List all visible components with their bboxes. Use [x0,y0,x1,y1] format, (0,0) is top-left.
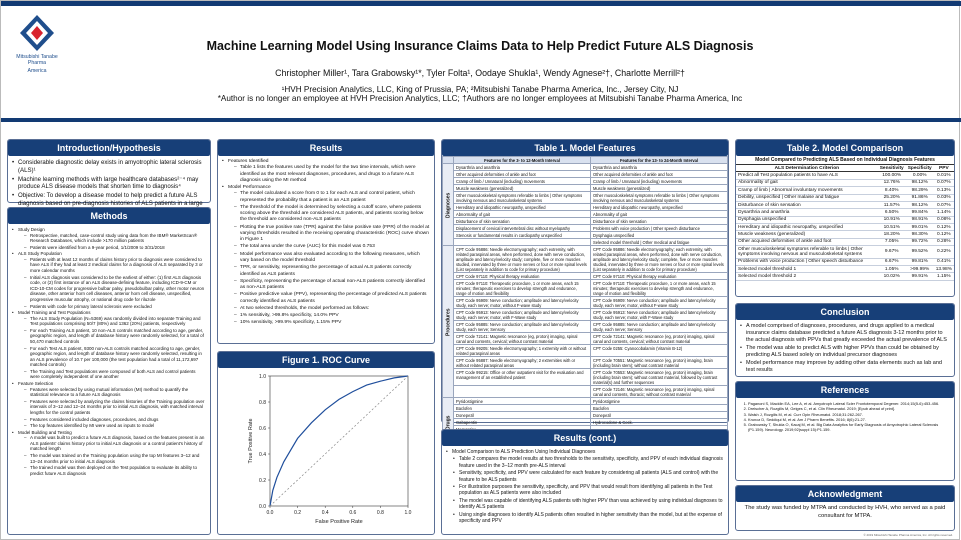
methods-subitem: – The top features identified by MI were used as inputs to model [24,423,206,429]
table1-cell: CPT Code 97110: Therapeutic procedure, 1 or more areas, each 15 minutes; therapeutic exercises to develop strength and endurance, range of motion and flexibility [591,280,728,297]
intro-bullet: • Considerable diagnostic delay exists in amyotrophic lateral sclerosis (ALS)¹ [12,159,206,175]
results-subitem: – 10% sensitivity, >99.9% specificity, 1.15% PPV [234,320,430,326]
affiliations [71,85,889,104]
references-panel [735,381,955,481]
methods-subitem: – For each Training ALS patient, 10 non-ALS controls matched according to age, gender, geographic region, and length of database history were randomly selected, for a total of 50,470 matched controls [24,328,206,345]
table1-cell: CPT Code 99215: Office or other outpatient visit for the evaluation and management of an established patient [454,369,591,386]
table2-cell: 1.15% [934,273,954,280]
y-tick-label: 1.0 [259,373,266,380]
table1-cell: Gabapentin [454,419,591,426]
table2-cell: 6.50% [878,209,906,216]
reference-item: 5. Grabowsky T, Shukla O, Kacaj M, et al. Big Data Analytics for Early Diagnosis of Amyotrophic Lateral Sclerosis (P1.159). Neurology. 2019;92(suppl 15):P1.159. [748,422,950,433]
table1-cell: Abnormality of gait [591,211,728,218]
reference-item: 3. Walsh J, Rozgilis M, et al. Curr Opin Rheumatol. 2018;31:262-267. [748,412,950,417]
table2-cell: 98.12% [906,179,934,186]
table1-cell: CPT Code 99205: Needle electromyography; 1 extremity with or without related paraspinal areas [454,345,591,357]
table1-group-label: Drugs [443,398,454,447]
methods-subitem: – Features were selected by using mutual information (MI) method to quantify the statistical relevance to a future ALS diagnosis [24,387,206,398]
reference-item: 2. Dreischer A, Rozgilis M, Geiges C, et al. Clin Rheumatol. 2019; [Epub ahead of print]. [748,406,950,411]
table1-cell: Cramp of limb / Unnatural (including) movements [591,178,728,185]
table1-cell [454,239,591,246]
x-tick-label: 0.0 [266,510,274,516]
results-subitem: – At two selected thresholds, the model performed as follows: [234,306,430,312]
table2-caption: Model Compared to Predicting ALS Based on Individual Diagnosis Features [736,156,954,165]
roc-heading: Figure 1. ROC Curve [218,352,434,368]
table1-cell: CPT Code 72141: Magnetic resonance (eg, proton) imaging, spinal canal and contents, cervical; without contrast material [591,333,728,345]
x-tick-label: 0.6 [349,510,357,516]
table2-cell: 6.67% [878,258,906,265]
table2-cell: Other musculoskeletal symptoms referable to limbs | Other symptoms involving nervous and musculoskeletal systems [736,246,878,258]
table2-cell: 1.14% [934,209,954,216]
table1-cell: CPT Code 0255: Cyanocobalamin (Vitamin B-12) [591,345,728,357]
methods-panel [7,207,211,535]
results-section: • Model Performance – The model calculated a score from 0 to 1 for each ALS and control patient, which represented the probability that a patient is an ALS patient – The threshold of the model is determined by selecting a cutoff score, where patients scoring above the threshold are considered ALS patients, and patients scoring below the threshold are considered non-ALS patients – Plotting the true positive rate (TPR) against the false positive rate (FPR) of the model at varying thresholds resulted in the receiving operating characteristic (ROC) curve shown in Figure 1 – The total area under the curve (AUC) for this model was 0.753 – Model performance was also evaluated according to the following measures, which vary based on the model threshold – TPR, or sensitivity, representing the percentage of actual ALS patients correctly identified as ALS patients – Specificity, representing the percentage of actual non-ALS patients correctly identified as non-ALS patients – Positive predictive value (PPV), representing the percentage of predicted ALS patients correctly identified as ALS patients – At two selected thresholds, the model performed as follows: – 1% sensitivity, >99.8% specificity, 14.0% PPV – 10% sensitivity, >99.9% specificity, 1.15% PPV [222,185,430,327]
table-row [443,211,728,218]
table1-cell: CPT Code 72141: Magnetic resonance (eg, proton) imaging, spinal canal and contents, cervical; without contrast material [454,333,591,345]
methods-section: • Model Training and Test Populations – The ALS Study Population (N=5369) was randomly divided into separate Training and Test populations comprising 50/7 (80%) and 1362 (20%) patients, respectively – For each Training ALS patient, 10 non-ALS controls matched according to age, gender, geographic region, and length of database history were randomly selected, for a total of 50,470 matched controls – For each Test ALS patient, 9300 non-ALS controls matched according to age, gender, geographic region, and length of database history were randomly selected, resulting in an ALS prevalence of 10.7 per 100,000 (the test population had a total of 11,172,697 matched controls) – The Training and Test populations were composed of both ALS and control patients were completely independent of one another [12,310,206,380]
table2-cell: >99.99% [906,265,934,272]
table-row [443,192,728,204]
table-row [443,232,728,239]
results-subitem: – The total area under the curve (AUC) for this model was 0.753 [234,244,430,250]
table1-cell [454,386,591,398]
table1-cell: Hereditary and idiopathic neuropathy, unspecified [454,204,591,211]
table2-cell: 98.12% [906,201,934,208]
table2-panel [735,139,955,297]
table2-cell: 0.01% [934,172,954,179]
table2-cell: 11.57% [878,201,906,208]
table-row [443,225,728,232]
table-row [443,357,728,369]
methods-subitems [18,387,206,429]
intro-heading: Introduction/Hypothesis [8,140,210,156]
table2-cell: 7.05% [878,238,906,245]
table1-cell: CPT Code 95887: Needle electromyography; 2 extremities with or without related paraspinal areas [454,357,591,369]
methods-subitem: – For each Test ALS patient, 9300 non-ALS controls matched according to age, gender, geographic region, and length of database history were randomly selected, resulting in an ALS prevalence of 10.7 per 100,000 (the test population had a total of 11,172,697 matched controls) [24,346,206,368]
table1-cell: CPT Code 95885: Nerve conduction; amplitude and latency/velocity study, each nerve; Sensory [591,321,728,333]
table-row [736,265,954,272]
conclusion-heading: Conclusion [736,304,954,320]
table-row [443,164,728,171]
table-row [443,412,728,419]
table2-cell: 0.41% [934,258,954,265]
methods-subitem: – The trained model was then deployed on the Test population to evaluate its ability to predict future ALS diagnosis [24,465,206,476]
table1-cell: CPT Code 95909: Nerve conduction; amplitude and latency/velocity study, each nerve; motor, without F-wave study [454,297,591,309]
methods-section: • Model Building and Testing – A model was built to predict a future ALS diagnosis, based on the features present in an ALS patients' claims history prior to initial ALS diagnosis or a control patient's history of matched length – The model was trained on the Training population using the top MI features 3–12 and 13–24 months prior to initial ALS diagnosis – The trained model was then deployed on the Test population to evaluate its ability to predict future ALS diagnosis [12,430,206,477]
x-tick-label: 0.4 [321,510,329,516]
table-row [736,209,954,216]
table2-header: Sensitivity [879,165,904,171]
results-section: • Features Identified – Table 1 lists the features used by the model for the two time intervals, which were identified as the most relevant diagnoses, procedures, and drugs to a future ALS diagnosis using the MI method [222,159,430,184]
conclusion-bullets [736,320,954,378]
methods-subitem: – Patients were identified from a 9-year period, 1/1/2009 to 3/31/2018 [24,245,206,251]
table-row [736,194,954,201]
table2-cell: 0.07% [934,179,954,186]
table2-cell: 99.72% [906,238,934,245]
table-row [736,179,954,186]
table-row [736,224,954,231]
table2-cell: Abnormality of gait [736,179,878,186]
table2-cell: Predict all Test population patients to have ALS [736,172,878,179]
table-row [443,239,728,246]
results-subitem: – 1% sensitivity, >99.8% specificity, 14.0% PPV [234,313,430,319]
table1-cell: Abnormality of gait [454,211,591,218]
table2-cell: 0.12% [934,231,954,238]
model-comparison-table [736,165,954,281]
table1-cell: Stenosis or fundamental results in cardiopathy unspecified [454,232,591,239]
table1-cell: CPT Code 97110: Physical therapy evaluation [454,273,591,280]
x-axis-label: False Positive Rate [315,519,363,525]
logo-mark-icon [18,13,56,53]
table-row [736,187,954,194]
table1-col1-header: Features for the 3- to 12-Month Interval [454,157,591,164]
table-row [443,185,728,192]
results-subitem: – The threshold of the model is determined by selecting a cutoff score, where patients scoring above the threshold are considered ALS patients, and patients scoring below the threshold are considered non-ALS patients [234,205,430,224]
results-subitem: – Positive predictive value (PPV), representing the percentage of predicted ALS patients correctly identified as ALS patients [234,292,430,305]
table2-cell: 99.91% [906,273,934,280]
references-list [736,398,954,436]
table1-cell: CPT Code 95913: Nerve conduction; amplitude and latency/velocity study, each nerve; motor, with F-Wave study [591,309,728,321]
table1-cell: CPT Code 72146: Magnetic resonance (eg, proton) imaging, spinal canal and contents, thoracic; without contrast material [591,386,728,398]
results-cont-item: • Using single diagnoses to identify ALS patients often resulted in higher sensitivity than the model, but at the expense of specificity and PPV [453,512,724,525]
table1-cell: Other musculoskeletal symptoms referable to limbs | Other symptoms involving nervous and musculoskeletal systems [454,192,591,204]
results-cont-item: • For illustration purposes the sensitivity, specificity, and PPV that would result from identifying all patients in the Test population as ALS patients were also included [453,484,724,497]
ack-panel [735,485,955,531]
results-cont-bullets [442,446,728,528]
table1-cell: CPT Code 70553: Magnetic resonance (eg, proton) imaging, brain (including brain stem); without contrast material, followed by contrast material(s) and further sequences [591,369,728,386]
table1-cell: CPT Code 95913: Nerve conduction; amplitude and latency/velocity study, each nerve; motor, with F-Wave study [454,309,591,321]
y-tick-label: 0.2 [259,477,266,484]
logo-text-1: Mitsubishi Tanabe Pharma [16,54,58,66]
methods-subitem: – The ALS Study Population (N=5369) was randomly divided into separate Training and Test populations comprising 50/7 (80%) and 1362 (20%) patients, respectively [24,316,206,327]
table2-cell: 12.76% [878,179,906,186]
table2-cell: 0.28% [934,238,954,245]
y-tick-label: 0.8 [259,399,266,406]
table1-cell: Dysarthria and anarthria [591,164,728,171]
table1-cell: Disturbance of skin sensation [591,218,728,225]
table1-cell: Muscle weakness (generalized) [591,185,728,192]
table-row [443,273,728,280]
results-cont-heading: Results (cont.) [442,430,728,446]
table2-cell: Dysarthria and anarthria [736,209,878,216]
intro-panel [7,139,211,207]
table2-cell: 99.01% [906,224,934,231]
table2-cell: 9.67% [878,246,906,258]
author-footnote: *Author is no longer an employee at HVH Precision Analytics, LLC; †Authors are no longer employees at Mitsubishi Tanabe Pharma America, Inc [217,94,743,104]
ack-text: The study was funded by MTPA and conducted by HVH, who served as a paid consultant for MTPA. [744,505,946,519]
results-subitem: – Specificity, representing the percentage of actual non-ALS patients correctly identified as non-ALS patients [234,279,430,292]
results-subitem: – TPR, or sensitivity, representing the percentage of actual ALS patients correctly identified as ALS patients [234,265,430,278]
model-features-table [442,156,728,447]
table-row [443,297,728,309]
table2-cell: 99.52% [906,246,934,258]
table2-cell: Dysphagia unspecified [736,216,878,223]
table1-cell: Baclofen [454,405,591,412]
table1-cell: Displacement of cervical intervertebral disc without myelopathy [454,225,591,232]
table1-cell: CPT Code 95886: Needle electromyography; each extremity, with related paraspinal areas, when performed, done with nerve conduction, amplitude and latency/velocity study; complete, five or more muscles studied, innervated by three or more nerves or four or more spinal levels (List separately in addition to code for primary procedure) [454,246,591,273]
table2-cell: 1.05% [878,265,906,272]
table-row [443,246,728,273]
table1-cell: Problems with voice production | Other speech disturbance [591,225,728,232]
results-cont-item: • Model Comparison to ALS Prediction Using Individual Diagnoses [446,449,724,455]
x-tick-label: 0.8 [376,510,384,516]
table-row [443,345,728,357]
methods-subitem: – Patients with code for primary lateral sclerosis were excluded [24,304,206,310]
table2-cell: 8.40% [878,187,906,194]
table2-cell: 13.98% [935,266,952,272]
table1-cell: CPT Code 95909: Nerve conduction; amplitude and latency/velocity study, each nerve; motor, without F-wave study [591,297,728,309]
table-row [736,216,954,223]
x-tick-label: 0.2 [294,510,302,516]
references-heading: References [736,382,954,398]
table-row [736,258,954,265]
methods-subitems [18,435,206,476]
results-subitems [228,165,430,184]
table1-group-label: Procedures [443,246,454,398]
table2-cell: 10.91% [878,216,906,223]
table2-header: Specificity [907,165,932,171]
table2-cell: 0.08% [934,216,954,223]
table2-cell: 0.12% [934,224,954,231]
table1-cell: Disturbance of skin sensation [454,218,591,225]
reference-item: 4. Krunoz D, Seddiqui M, et al. Am J Pharm Benefits. 2016; 8(6):21-27. [748,417,950,422]
table1-cell: CPT Code 97110: Physical therapy evaluation [591,273,728,280]
results-subitem: – Table 1 lists the features used by the model for the two time intervals, which were identified as the most relevant diagnoses, procedures, and drugs to a future ALS diagnosis using the MI method [234,165,430,184]
table1-cell: Hydrocodone & Cock. [591,419,728,426]
table2-cell: 98.30% [906,231,934,238]
methods-subitem: – The Training and Test populations were composed of both ALS and control patients were completely independent of one another [24,369,206,380]
conclusion-bullet: • A model comprised of diagnoses, procedures, and drugs applied to a medical insurance claims database predicted a future ALS diagnosis 3-12 months prior to the actual diagnosis with PPVs that greatly exceeded the actual prevalence of ALS [740,323,950,344]
poster-title: Machine Learning Model Using Insurance Claims Data to Help Predict Future ALS Diagnosis [206,39,754,53]
table1-cell: Muscle weakness (generalized) [454,185,591,192]
results-subitem: – Plotting the true positive rate (TPR) against the false positive rate (FPR) of the model at varying thresholds resulted in the receiving operating characteristic (ROC) curve shown in Figure 1 [234,225,430,244]
authors: Christopher Miller¹, Tara Grabowsky¹*, Tyler Folta¹, Oodaye Shukla¹, Wendy Agnese²†, Charlotte Merrill²† [275,68,685,78]
table2-header: PPV [934,165,954,172]
table1-panel [441,139,729,430]
table-row [443,321,728,333]
table2-cell: 0.22% [934,246,954,258]
results-bullets [218,156,434,331]
table2-cell: 100.00% [878,172,906,179]
intro-bullet: • Machine learning methods with large healthcare databases²⁻⁴ may produce ALS disease models that shorten time to diagnosis⁴ [12,176,206,192]
table1-cell: Donepezil [454,412,591,419]
company-logo [7,13,67,79]
methods-section: • Study Design – Retrospective, matched, case-control study using data from the IBM® MarketScan® Research Databases, which include >170 million patients – Patients were identified from a 9-year period, 1/1/2009 to 3/31/2018 [12,227,206,250]
results-panel [217,139,435,344]
y-axis-label: True Positive Rate [248,418,254,464]
table1-cell: CPT Code 97110: Therapeutic procedure, 1 or more areas, each 15 minutes; therapeutic exercises to develop strength and endurance, range of motion and flexibility [454,280,591,297]
table2-cell: Selected model threshold 2 [736,273,878,280]
conclusion-bullet: • The model was able to predict ALS with higher PPVs than could be obtained by predicting ALS based solely on individual precursor diagnoses [740,345,950,359]
methods-subitem: – Initial ALS diagnosis was considered to be the earliest of either: (1) first ALS diagnosis code, or (2) first instance of an ALS disease-defining feature, including ICD-9-CM or ICD-10-CM codes for progressive bulbar palsy, pseudobulbar palsy, other motor neuron disease, other anterior horn cell diseases, anterior horn cell disease, unspecified, progressive muscular atrophy, or national drug code for riluzole [24,275,206,303]
table2-cell: 99.84% [906,209,934,216]
results-cont-item: • Sensitivity, specificity, and PPV were calculated for each feature by considering all patients (ALS and control) with the feature to be ALS patients [453,470,724,483]
table2-cell: 10.51% [878,224,906,231]
results-subitems [228,191,430,326]
table-row [736,201,954,208]
table2-cell: 0.13% [934,187,954,194]
y-tick-label: 0.4 [259,451,266,458]
table1-cell: Other musculoskeletal symptoms referable to limbs | Other symptoms involving nervous and musculoskeletal systems [591,192,728,204]
results-subitem: – Model performance was also evaluated according to the following measures, which vary based on the model threshold [234,252,430,265]
affiliations-line: ¹HVH Precision Analytics, LLC, King of Prussia, PA; ²Mitsubishi Tanabe Pharma America, Inc., Jersey City, NJ [281,85,679,94]
table-row [443,204,728,211]
x-tick-label: 1.0 [404,510,412,516]
methods-subitem: – A model was built to predict a future ALS diagnosis, based on the features present in an ALS patients' claims history prior to initial ALS diagnosis or a control patient's history of matched length [24,435,206,452]
table1-cell: Dysphagia unspecified [591,232,728,239]
table2-cell: Other acquired deformities of ankle and foot [736,238,878,245]
table2-cell: 25.20% [878,194,906,201]
table-row [443,386,728,398]
results-cont-item: • Table 2 compares the model results at two thresholds to the sensitivity, specificity, and PPV of each individual diagnosis feature used in the 3–12 month pre-ALS interval [453,456,724,469]
table1-cell: Dysarthria and anarthria [454,164,591,171]
results-cont-panel [441,429,729,535]
table1-col2-header: Features for the 13- to 24-Month Interval [591,157,728,164]
table2-cell: 91.86% [906,194,934,201]
intro-bullet: • Objective: To develop a disease model to help predict a future ALS diagnosis based on pre-diagnosis histories of ALS patients in a large [12,192,206,215]
table2-cell: 98.91% [906,216,934,223]
table-row [443,398,728,405]
table2-cell: 0.00% [906,172,934,179]
roc-chart [218,368,434,534]
top-band [1,1,961,6]
methods-subitem: – Features were selected by analyzing the claims histories of the Training population over intervals of 3–12 and 12–24 months prior to initial ALS diagnosis, with matched interval lengths for the control patients [24,399,206,416]
results-subitem: – The model calculated a score from 0 to 1 for each ALS and control patient, which represented the probability that a patient is an ALS patient [234,191,430,204]
table2-cell: Cramp of limb | Abnormal involuntary movements [736,187,878,194]
methods-subitems [18,233,206,251]
table1-cell: Pyridostigmine [454,398,591,405]
table1-cell: Selected model threshold | Other medical and fatigue [591,239,728,246]
conclusion-panel [735,303,955,377]
table2-cell: 99.81% [906,258,934,265]
table2-cell: 98.29% [906,187,934,194]
table-row [443,419,728,426]
table-row [443,280,728,297]
table1-cell: Pyridostigmine [591,398,728,405]
results-cont-item: • The model was capable of identifying ALS patients with higher PPV than was achieved by using individual diagnoses to identify ALS patients [453,498,724,511]
table1-cell: Baclofen [591,405,728,412]
reference-diagonal-line [270,376,408,506]
table-row [443,309,728,321]
methods-subitems [18,257,206,309]
table1-cell: Other acquired deformities of ankle and foot [454,171,591,178]
table1-corner [443,157,454,164]
table1-heading: Table 1. Model Features [442,140,728,156]
table2-cell: Debility, unspecified | Other malaise and fatigue [736,194,878,201]
table-row [736,172,954,179]
table1-cell: CPT Code 70551: Magnetic resonance (eg, proton) imaging, brain (including brain stem); without contrast material [591,357,728,369]
results-heading: Results [218,140,434,156]
table2-cell: Muscle weakness (generalized) [736,231,878,238]
copyright: © 2019 Mitsubishi Tanabe Pharma America, Inc. All rights reserved. [863,533,953,537]
methods-subitem: – Features considered included diagnoses, procedures, and drugs [24,417,206,423]
table2-cell: 0.07% [934,201,954,208]
table-row [443,405,728,412]
table-row [736,273,954,280]
methods-bullets [8,224,210,480]
methods-subitem: – The model was trained on the Training population using the top MI features 3–12 and 13–24 months prior to initial ALS diagnosis [24,453,206,464]
conclusion-bullet: • Model performance may improve by adding other data elements such as lab and test results [740,360,950,374]
table-row [443,369,728,386]
table2-cell: Problems with voice production | Other speech disturbance [736,258,878,265]
table-row [736,231,954,238]
methods-section: • ALS Study Population – Patients with at least 12 months of claims history prior to diagnosis were considered to have ALS if they had at least 2 medical claims for a diagnosis of ALS separated by 3 or more calendar months – Initial ALS diagnosis was considered to be the earliest of either: (1) first ALS diagnosis code, or (2) first instance of an ALS disease-defining feature, including ICD-9-CM or ICD-10-CM codes for progressive bulbar palsy, pseudobulbar palsy, other motor neuron disease, other anterior horn cell diseases, anterior horn cell disease, unspecified, progressive muscular atrophy, or national drug code for riluzole – Patients with code for primary lateral sclerosis were excluded [12,251,206,309]
table2-header: ALS Determination Criterion [736,165,878,172]
roc-panel [217,351,435,535]
table1-group-label: Diagnoses [443,164,454,246]
table1-cell: Cramp of limb / Unnatural (including) movements [454,178,591,185]
methods-subitems [18,316,206,380]
methods-subitem: – Patients with at least 12 months of claims history prior to diagnosis were considered to have ALS if they had at least 2 medical claims for a diagnosis of ALS separated by 3 or more calendar months [24,257,206,274]
table-row [736,238,954,245]
table-row [736,246,954,258]
logo-text-2: America [27,67,47,74]
y-tick-label: 0.6 [259,425,266,432]
table1-cell: CPT Code 95886: Needle electromyography; each extremity, with related paraspinal areas, when performed, done with nerve conduction, amplitude and latency/velocity study; complete, five or more muscles studied, innervated by three or more nerves or four or more spinal levels (List separately in addition to code for primary procedure) [591,246,728,273]
methods-section: • Feature Selection – Features were selected by using mutual information (MI) method to quantify the statistical relevance to a future ALS diagnosis – Features were selected by analyzing the claims histories of the Training population over intervals of 3–12 and 12–24 months prior to initial ALS diagnosis, with matched interval lengths for the control patients – Features considered included diagnoses, procedures, and drugs – The top features identified by MI were used as inputs to model [12,381,206,429]
table1-cell: Hereditary and idiopathic neuropathy, unspecified [591,204,728,211]
table2-heading: Table 2. Model Comparison [736,140,954,156]
reference-item: 1. Paganoni S, Macklin EA, Lee A, et al. Amyotroph Lateral Scler Frontotemporal Degener. 2014;15(5-6):453-456. [748,401,950,406]
table1-cell: Donepezil [591,412,728,419]
table-row [443,333,728,345]
table2-cell: Hereditary and idiopathic neuropathy, unspecified [736,224,878,231]
table2-cell: 0.03% [934,194,954,201]
methods-heading: Methods [8,208,210,224]
table2-cell: 10.02% [878,273,906,280]
table1-cell: CPT Code 95885: Nerve conduction; amplitude and latency/velocity study, each nerve; Sensory [454,321,591,333]
methods-subitem: – Retrospective, matched, case-control study using data from the IBM® MarketScan® Research Databases, which include >170 million patients [24,233,206,244]
y-tick-label: 0.0 [259,503,266,510]
table-row [443,171,728,178]
table2-cell: Selected model threshold 1 [736,265,878,272]
table1-cell: Other acquired deformities of ankle and foot [591,171,728,178]
ack-heading: Acknowledgment [736,486,954,502]
table-row [443,218,728,225]
table2-cell: Disturbance of skin sensation [736,201,878,208]
table-row [443,178,728,185]
header-divider [1,118,961,122]
table2-cell: 18.20% [878,231,906,238]
